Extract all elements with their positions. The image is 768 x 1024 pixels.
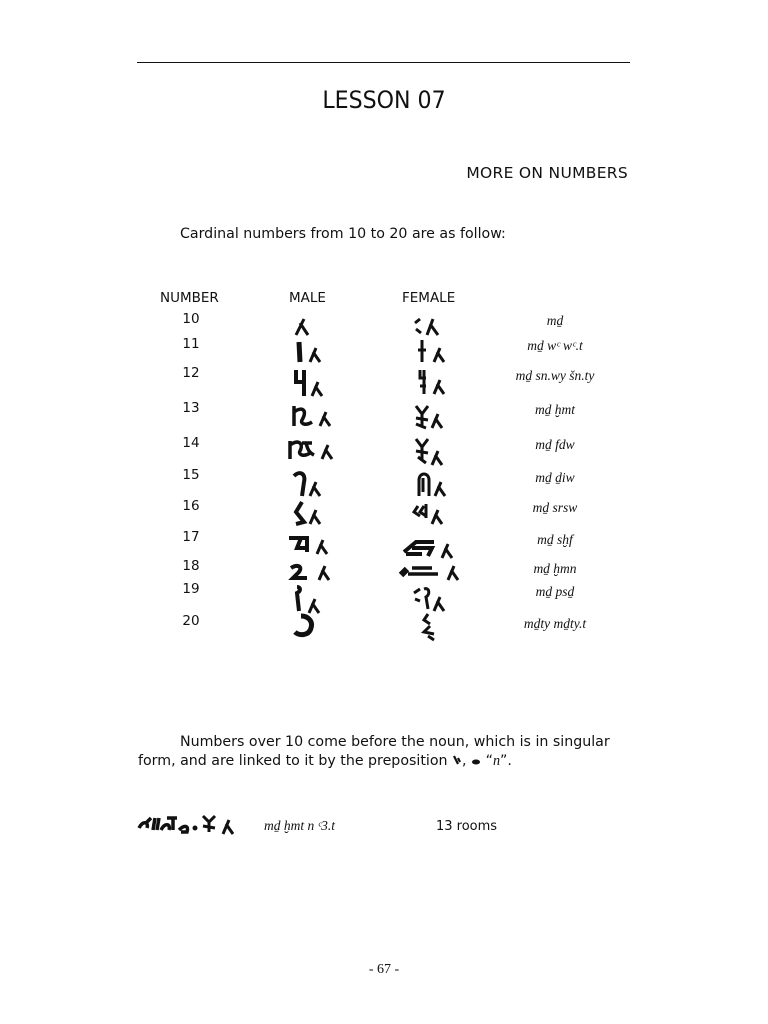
row-translit-13: mḏ ḫmt [534,402,576,417]
header-number: NUMBER [160,290,219,306]
row-translit-16: mḏ srsw [532,500,578,515]
row-number-19: 19 [182,581,200,597]
female-glyph-11 [416,338,476,366]
preposition-quote-close: ”. [500,753,512,769]
row-number-17: 17 [182,529,200,545]
header-male: MALE [289,290,326,306]
row-number-18: 18 [182,558,200,574]
male-glyph-12 [292,368,352,396]
intro-text: Cardinal numbers from 10 to 20 are as follow: [180,226,506,242]
male-glyph-14 [288,437,348,465]
preposition-glyph-1 [452,753,462,769]
row-number-12: 12 [182,365,200,381]
female-glyph-20 [420,612,460,640]
preposition-quote-open: “ [485,753,493,769]
row-number-15: 15 [182,467,200,483]
preposition-letter: n [492,753,501,769]
male-glyph-20 [293,614,333,642]
row-number-20: 20 [182,613,200,629]
row-number-13: 13 [182,400,200,416]
male-glyph-11 [294,338,354,366]
paragraph-line-2 [138,752,638,771]
row-translit-11: mḏ wᶜ wᶜ.t [527,338,583,353]
female-glyph-16 [412,500,472,528]
female-glyph-19 [412,585,472,613]
male-glyph-10 [290,313,350,341]
row-translit-12: mḏ sn.wy šn.ty [515,368,595,383]
example-hieratic-glyphs [137,812,257,840]
row-translit-20: mḏty mḏty.t [523,616,587,631]
page-number: - 67 - [368,962,400,977]
female-glyph-17 [402,534,472,562]
female-glyph-12 [416,368,476,396]
female-glyph-14 [412,437,472,465]
female-glyph-10 [413,313,473,341]
example-translit: mḏ ḫmt n ᶜ3.t [264,818,336,833]
lesson-title: LESSON 07 [322,86,446,114]
row-translit-17: mḏ sḫf [537,532,573,547]
female-glyph-13 [412,402,472,430]
example-meaning: 13 rooms [436,819,498,834]
row-translit-19: mḏ psḏ [535,584,575,599]
paragraph-line-2-text: form, and are linked to it by the preposition [138,753,448,769]
top-rule [137,62,630,63]
male-glyph-13 [290,402,350,430]
header-female: FEMALE [402,290,456,306]
male-glyph-16 [292,500,352,528]
row-translit-10: mḏ [546,313,564,328]
row-number-11: 11 [182,336,200,352]
row-translit-18: mḏ ḫmn [533,561,577,576]
row-translit-14: mḏ fdw [535,437,575,452]
male-glyph-19 [293,585,353,613]
male-glyph-15 [292,470,352,498]
row-number-14: 14 [182,435,200,451]
row-translit-15: mḏ ḏiw [535,470,575,485]
preposition-separator: , [462,753,467,769]
female-glyph-15 [415,470,475,498]
paragraph-line-1: Numbers over 10 come before the noun, which is in singular [180,734,610,750]
section-title: MORE ON NUMBERS [466,164,628,182]
male-glyph-17 [287,532,347,560]
row-number-10: 10 [182,311,200,327]
preposition-glyph-2 [471,753,481,769]
row-number-16: 16 [182,498,200,514]
